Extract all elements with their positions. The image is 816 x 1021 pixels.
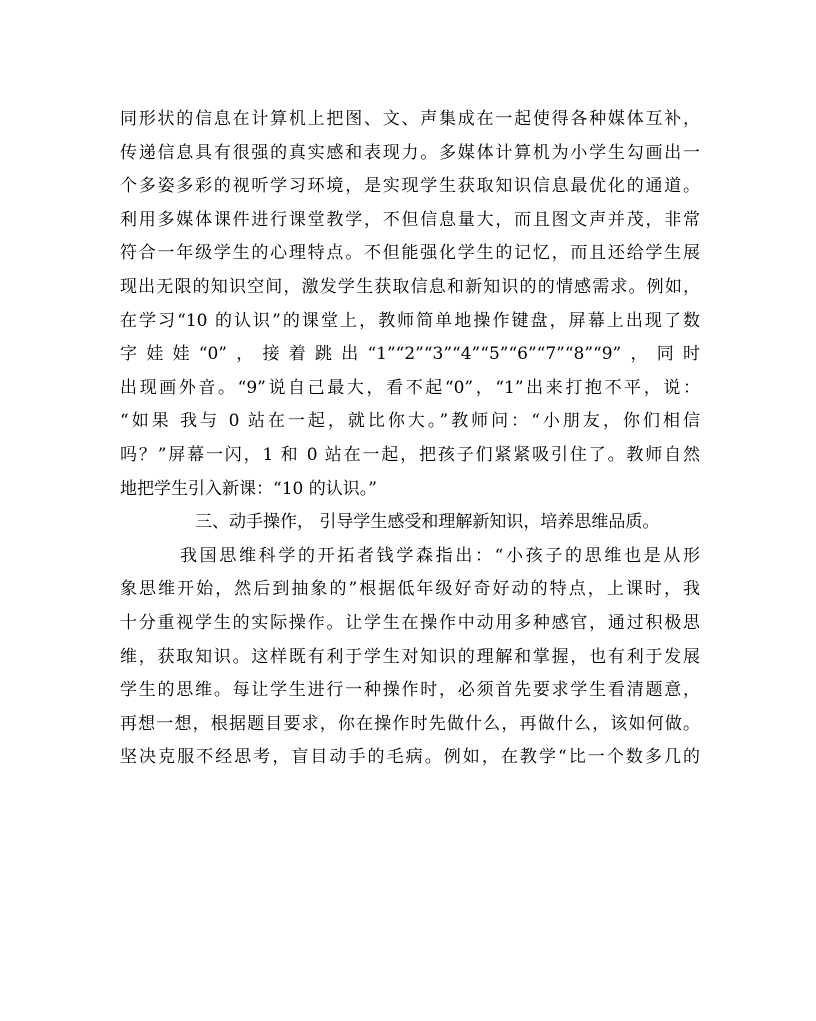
text-line-19: 再想一想，根据题目要求，你在操作时先做什么，再做什么，该如何做。 [120,713,700,734]
text-line-5: 符合一年级学生的心理特点。不但能强化学生的记忆，而且还给学生展 [120,243,700,264]
text-line-11: 吗？”屏幕一闪，1 和 0 站在一起，把孩子们紧紧吸引住了。教师自然 [120,444,700,465]
text-line-15: 象思维开始，然后到抽象的”根据低年级好奇好动的特点，上课时，我 [120,579,700,600]
text-line-10: “如果 我与 0 站在一起，就比你大。”教师问：“小朋友，你们相信 [120,411,700,432]
text-line-1: 同形状的信息在计算机上把图、文、声集成在一起使得各种媒体互补， [120,109,700,129]
body-text [120,103,700,775]
section-heading: 三、动手操作， 引导学生感受和理解新知识，培养思维品质。 [195,512,660,533]
text-line-20: 坚决克服不经思考，盲目动手的毛病。例如，在教学“比一个数多几的 [120,747,700,768]
paragraph-first-line: 我国思维科学的开拓者钱学森指出：“小孩子的思维也是从形 [180,545,700,566]
text-line-7: 在学习“10 的认识”的课堂上，教师简单地操作键盘，屏幕上出现了数 [120,310,700,331]
text-line-18: 学生的思维。每让学生进行一种操作时，必须首先要求学生看清题意， [120,680,700,701]
text-line-3: 个多姿多彩的视听学习环境，是实现学生获取知识信息最优化的通道。 [120,176,700,197]
text-line-6: 现出无限的知识空间，激发学生获取信息和新知识的的情感需求。例如， [120,276,700,297]
text-line-9: 出现画外音。“9”说自己最大，看不起“0”，“1”出来打抱不平，说： [120,377,700,398]
text-line-12: 地把学生引入新课：“10 的认识。” [120,478,377,499]
text-line-17: 维，获取知识。这样既有利于学生对知识的理解和掌握，也有利于发展 [120,646,700,667]
text-line-8: 字娃娃“0”，接着跳出“1”“2”“3”“4”“5”“6”“7”“8”“9”，同时 [120,344,700,365]
text-line-2: 传递信息具有很强的真实感和表现力。多媒体计算机为小学生勾画出一 [120,142,700,163]
text-line-16: 十分重视学生的实际操作。让学生在操作中动用多种感官，通过积极思 [120,612,700,633]
text-line-4: 利用多媒体课件进行课堂教学，不但信息量大，而且图文声并茂，非常 [120,209,700,230]
